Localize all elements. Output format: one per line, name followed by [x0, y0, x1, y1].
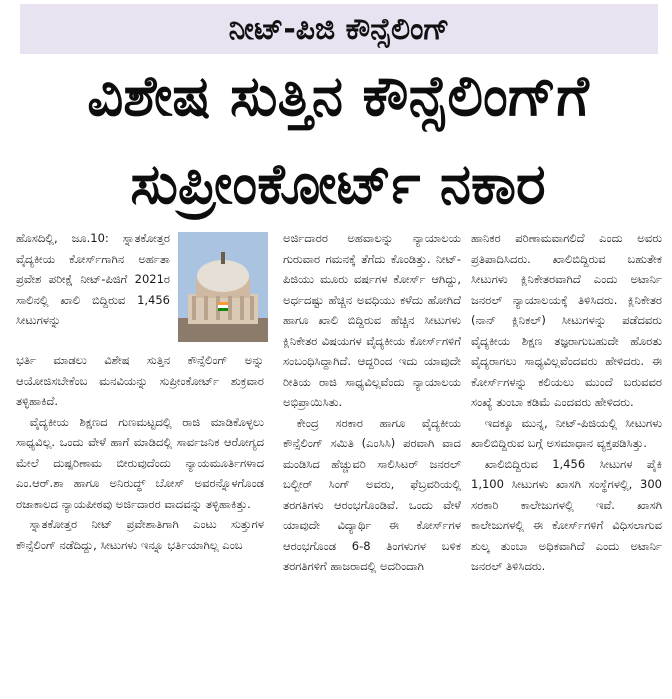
article-body: [16, 228, 662, 699]
paragraph: ಹಾನಿಕರ ಪರಿಣಾಮವಾಗಲಿದೆ ಎಂದು ಅವರು ಪ್ರತಿಪಾದಿಸಿದರು. ಖಾಲಿಬಿದ್ದಿರುವ ಬಹುತೇಕ ಸೀಟುಗಳು ಕ್ಲಿನಿಕೇತರವಾಗಿದೆ ಎಂದು ಅಟಾರ್ನಿ ಜನರಲ್ ನ್ಯಾಯಾಲಯಕ್ಕೆ ತಿಳಿಸಿದರು. ಕ್ಲಿನಿಕೇತರ (ನಾನ್ ಕ್ಲಿನಿಕಲ್) ಸೀಟುಗಳನ್ನು ಪಡೆದವರು ವೈದ್ಯಕೀಯ ಶಿಕ್ಷಣ ತಜ್ಞರಾಗುಬಹುದೇ ಹೊರತು ವೈದ್ಯರಾಗಲು ಸಾಧ್ಯವಿಲ್ಲವೆಂದವರು ಹೇಳಿದರು. ಈ ಕೋರ್ಸ್‌ಗಳನ್ನು ಕಲಿಯಲು ಮುಂದೆ ಬರುವವರ ಸಂಖ್ಯೆ ತುಂಬಾ ಕಡಿಮೆ ಎಂದವರು ಹೇಳಿದರು.: [471, 231, 662, 409]
paragraph: ಅರ್ಜಿದಾರರ ಅಹವಾಲನ್ನು ನ್ಯಾಯಾಲಯ ಗುರುವಾರ ಗಮನಕ್ಕೆ ತೆಗೆದು ಕೊಂಡಿತ್ತು. ನೀಟ್-ಪಿಜಿಯು ಮೂರು ವರ್ಷಗಳ ಕೋರ್ಸ್ ಆಗಿದ್ದು, ಅರ್ಧದಷ್ಟು ಹೆಚ್ಚಿನ ಅವಧಿಯು ಕಳೆದು ಹೋಗಿದೆ ಹಾಗೂ ಖಾಲಿ ಬಿದ್ದಿರುವ ಹೆಚ್ಚಿನ ಸೀಟುಗಳು ಕ್ಲಿನಿಕೇತರ ವಿಷಯಗಳ ವೈದ್ಯಕೀಯ ಕೋರ್ಸ್‌ಗಳಿಗೆ ಸಂಬಂಧಿಸಿದ್ದಾಗಿದೆ. ಆದ್ದರಿಂದ ಇದು ಯಾವುದೇ ರೀತಿಯ ರಾಜಿ ಸಾಧ್ಯವಿಲ್ಲವೆಂದು ನ್ಯಾಯಾಲಯ ಅಭಿಪ್ರಾಯಿಸಿತು.: [283, 231, 461, 409]
section-kicker: ನೀಟ್-ಪಿಜಿ ಕೌನ್ಸೆಲಿಂಗ್: [20, 4, 658, 54]
paragraph: ಸ್ನಾತಕೋತ್ತರ ನೀಟ್ ಪ್ರವೇಶಾತಿಗಾಗಿ ಎಂಟು ಸುತ್ತುಗಳ ಕೌನ್ಸೆಲಿಂಗ್ ನಡೆದಿದ್ದು, ಸೀಟುಗಳು ಇನ್ನೂ ಭರ್ತಿಯಾಗಿಲ್ಲ ಎಂಬ: [16, 517, 264, 552]
headline-line-1: ವಿಶೇಷ ಸುತ್ತಿನ ಕೌನ್ಸೆಲಿಂಗ್‌ಗೆ: [87, 64, 589, 129]
paragraph: ಕೇಂದ್ರ ಸರಕಾರ ಹಾಗೂ ವೈದ್ಯಕೀಯ ಕೌನ್ಸೆಲಿಂಗ್ ಸಮಿತಿ (ಎಂಸಿಸಿ) ಪರವಾಗಿ ವಾದ ಮಂಡಿಸಿದ ಹೆಚ್ಚುವರಿ ಸಾಲಿಸಿಟರ್ ಜನರಲ್ ಬಲ್ಬೀರ್ ಸಿಂಗ್ ಅವರು, ಫೆಬ್ರವರಿಯಲ್ಲಿ ತರಗತಿಗಳು ಆರಂಭಗೊಂಡಿವೆ. ಒಂದು ವೇಳೆ ಯಾವುದೇ ವಿದ್ಯಾರ್ಥಿ ಈ ಕೋರ್ಸ್‌ಗಳ ಆರಂಭಗೊಂಡ 6-8 ತಿಂಗಳುಗಳ ಬಳಿಕ ತರಗತಿಗಳಿಗೆ ಹಾಜರಾದಲ್ಲಿ ಅದರಿಂದಾಗಿ: [283, 415, 461, 573]
column-3: [471, 228, 662, 699]
column-1-bottom: [16, 350, 264, 699]
paragraph: ಭರ್ತಿ ಮಾಡಲು ವಿಶೇಷ ಸುತ್ತಿನ ಕೌನ್ಸೆಲಿಂಗ್ ಅನ್ನು ಆಯೋಜಿಸಬೇಕೆಂಬ ಮನವಿಯನ್ನು ಸುಪ್ರೀಂಕೋರ್ಟ್ ಶುಕ್ರವಾರ ತಳ್ಳಿಹಾಕಿದೆ.: [16, 353, 264, 408]
column-2: [283, 228, 461, 699]
supreme-court-photo: [178, 232, 268, 342]
paragraph: ವೈದ್ಯಕೀಯ ಶಿಕ್ಷಣದ ಗುಣಮಟ್ಟದಲ್ಲಿ ರಾಜಿ ಮಾಡಿಕೊಳ್ಳಲು ಸಾಧ್ಯವಿಲ್ಲ. ಒಂದು ವೇಳೆ ಹಾಗೆ ಮಾಡಿದಲ್ಲಿ ಸಾರ್ವಜನಿಕ ಆರೋಗ್ಯದ ಮೇಲೆ ದುಷ್ಪರಿಣಾಮ ಬೀರುವುದೆಂದು ನ್ಯಾಯಮೂರ್ತಿಗಳಾದ ಎಂ.ಆರ್.ಶಾ ಹಾಗೂ ಅನಿರುದ್ಧ್ ಬೋಸ್ ಅವರನ್ನೊಳಗೊಂಡ ರಜಾಕಾಲದ ನ್ಯಾಯಪೀಠವು ಅರ್ಜಿದಾರರ ವಾದವನ್ನು ತಳ್ಳಿಹಾಕಿತ್ತು.: [16, 414, 264, 511]
headline-line-2: ಸುಪ್ರೀಂಕೋರ್ಟ್ ನಕಾರ: [130, 152, 546, 217]
supreme-court-building-image: [178, 232, 268, 342]
lead-paragraph: ಹೊಸದಿಲ್ಲಿ, ಜೂ.10: ಸ್ನಾತಕೋತ್ತರ ವೈದ್ಯಕೀಯ ಕೋರ್ಸ್‌ಗಾಗಿನ ಅರ್ಹತಾ ಪ್ರವೇಶ ಪರೀಕ್ಷೆ ನೀಟ್-ಪಿಜಿಗೆ 2021ರ ಸಾಲಿನಲ್ಲಿ ಖಾಲಿ ಬಿದ್ದಿರುವ 1,456 ಸೀಟುಗಳನ್ನು: [16, 231, 170, 327]
paragraph: ಇದಕ್ಕೂ ಮುನ್ನ, ನೀಟ್-ಪಿಜಿಯಲ್ಲಿ ಸೀಟುಗಳು ಖಾಲಿಬಿದ್ದಿರುವ ಬಗ್ಗೆ ಅಸಮಾಧಾನ ವ್ಯಕ್ತಪಡಿಸಿತ್ತು.: [471, 415, 662, 450]
paragraph: ಖಾಲಿಬಿದ್ದಿರುವ 1,456 ಸೀಟುಗಳ ಪೈಕಿ 1,100 ಸೀಟುಗಳು ಖಾಸಗಿ ಸಂಸ್ಥೆಗಳಲ್ಲಿ, 300 ಸರಕಾರಿ ಕಾಲೇಜುಗಳಲ್ಲಿ ಇವೆ. ಖಾಸಗಿ ಕಾಲೇಜುಗಳಲ್ಲಿ ಈ ಕೋರ್ಸ್‌ಗಳಿಗೆ ವಿಧಿಸಲಾಗುವ ಶುಲ್ಕ ತುಂಬಾ ಅಧಿಕವಾಗಿದೆ ಎಂದು ಅಟಾರ್ನಿ ಜನರಲ್ ತಿಳಿಸಿದರು.: [471, 456, 662, 573]
